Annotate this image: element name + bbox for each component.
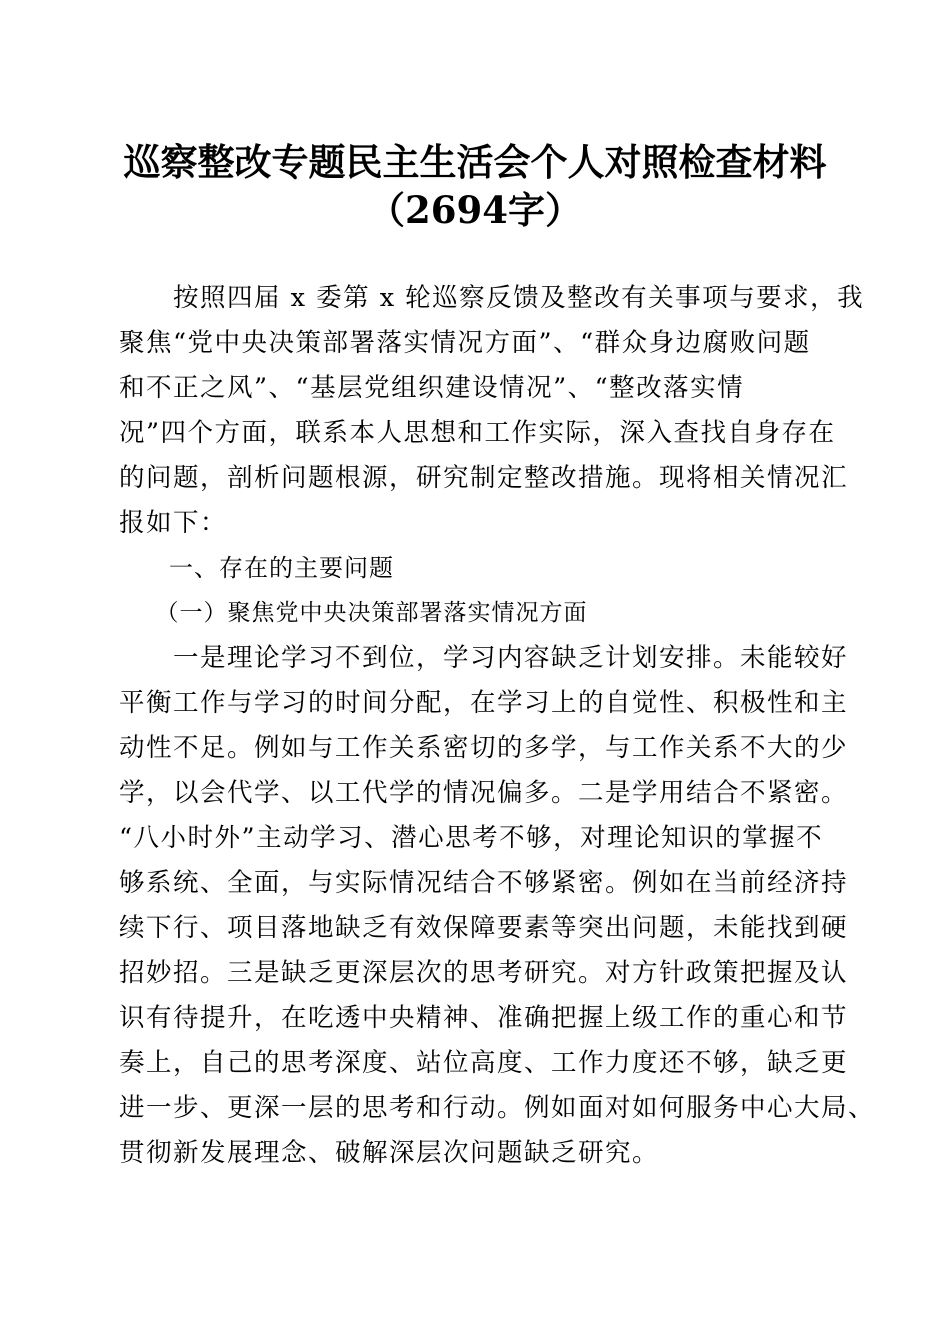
body-line: 和不正之风”、“基层党组织建设情况”、“整改落实情 — [119, 373, 745, 403]
section-heading: 一、存在的主要问题 — [119, 554, 394, 582]
subsection-heading: （一）聚焦党中央决策部署落实情况方面 — [119, 600, 588, 626]
body-line: 按照四届 x 委第 x 轮巡察反馈及整改有关事项与要求，我 — [119, 283, 865, 313]
body-line: 学，以会代学、以工代学的情况偏多。二是学用结合不紧密。 — [119, 778, 849, 808]
document-title: 巡察整改专题民主生活会个人对照检查材料 — [123, 140, 827, 184]
body-line: 动性不足。例如与工作关系密切的多学，与工作关系不大的少 — [119, 733, 849, 763]
body-line: 平衡工作与学习的时间分配，在学习上的自觉性、积极性和主 — [119, 688, 849, 718]
document-title-wordcount: （2694字） — [368, 188, 582, 232]
body-line: “八小时外”主动学习、潜心思考不够，对理论知识的掌握不 — [119, 823, 824, 853]
body-line: 识有待提升，在吃透中央精神、准确把握上级工作的重心和节 — [119, 1003, 849, 1033]
body-line: 够系统、全面，与实际情况结合不够紧密。例如在当前经济持 — [119, 868, 849, 898]
body-line: 聚焦“党中央决策部署落实情况方面”、“群众身边腐败问题 — [119, 328, 811, 358]
body-line: 奏上，自己的思考深度、站位高度、工作力度还不够，缺乏更 — [119, 1048, 849, 1078]
body-line: 一是理论学习不到位，学习内容缺乏计划安排。未能较好 — [119, 643, 849, 673]
body-line: 况”四个方面，联系本人思想和工作实际，深入查找自身存在 — [119, 418, 836, 448]
body-line: 的问题，剖析问题根源，研究制定整改措施。现将相关情况汇 — [119, 463, 849, 493]
body-line: 进一步、更深一层的思考和行动。例如面对如何服务中心大局、 — [119, 1093, 876, 1123]
body-line: 贯彻新发展理念、破解深层次问题缺乏研究。 — [119, 1138, 660, 1168]
body-line: 报如下： — [119, 508, 228, 538]
body-line: 招妙招。三是缺乏更深层次的思考研究。对方针政策把握及认 — [119, 958, 849, 988]
body-line: 续下行、项目落地缺乏有效保障要素等突出问题，未能找到硬 — [119, 913, 849, 943]
